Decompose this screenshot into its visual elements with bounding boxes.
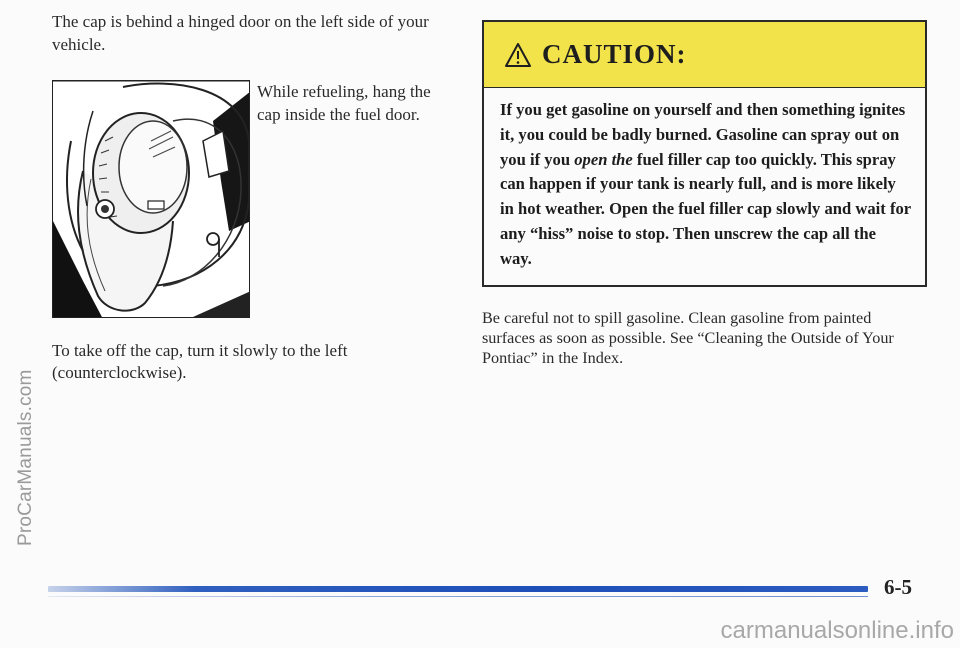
fuel-cap-drawing bbox=[53, 81, 250, 318]
page-number: 6-5 bbox=[884, 575, 912, 599]
footer-rule bbox=[48, 586, 868, 592]
caution-body bbox=[484, 88, 925, 272]
turn-instruction: To take off the cap, turn it slowly to the left (counterclockwise). bbox=[52, 341, 348, 382]
fuel-cap-illustration bbox=[52, 80, 250, 318]
spill-warning-paragraph: Be careful not to spill gasoline. Clean gasoline from painted surfaces as soon as possible. See “Cleaning the Outside of Your Pontiac” in the Index. bbox=[482, 309, 894, 367]
side-note: While refueling, hang the cap inside the fuel door. bbox=[257, 82, 431, 124]
caution-box bbox=[482, 20, 927, 287]
watermark-carmanualsonline: carmanualsonline.info bbox=[720, 617, 954, 644]
caution-text-part1: If you get gasoline on yourself and then something ignites it, you could be badly burned. Gasoline can spray out on you if you bbox=[500, 100, 906, 169]
caution-text-part2: fuel filler cap too quickly. This spray can happen if your tank is nearly full, and is more likely in hot weather. Open the fuel filler cap slowly and wait for any “hiss” noise to stop. Then unscrew the cap all the way. bbox=[500, 149, 911, 268]
left-column bbox=[52, 10, 452, 56]
footer-rule-thin bbox=[48, 596, 868, 597]
intro-paragraph: The cap is behind a hinged door on the left side of your vehicle. bbox=[52, 12, 429, 54]
caution-title: CAUTION: bbox=[542, 39, 687, 69]
watermark-procarmanuals: ProCarManuals.com bbox=[15, 369, 36, 546]
caution-header bbox=[484, 22, 925, 88]
fuel-cap-figure-row bbox=[52, 80, 452, 320]
warning-triangle-icon bbox=[504, 42, 532, 68]
caution-text-emphasis: open the bbox=[574, 149, 633, 169]
